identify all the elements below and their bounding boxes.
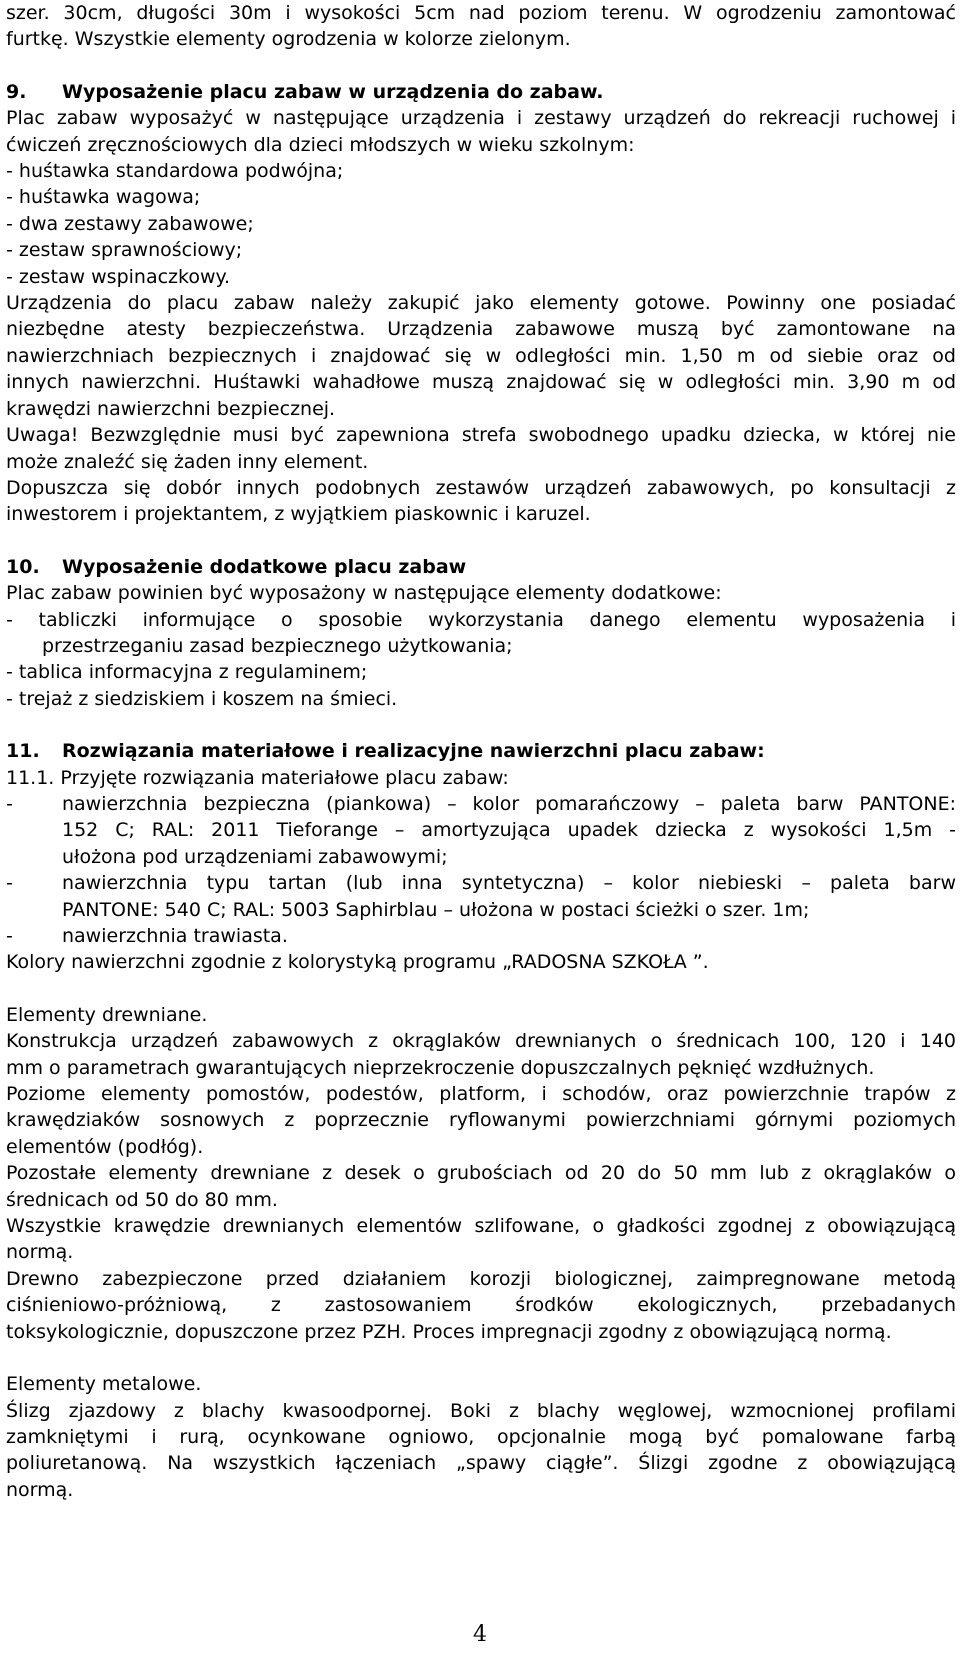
s9-intro-line-1: Plac zabaw wyposażyć w następujące urządzenia i zestawy urządzeń do rekreacji ruchowej i [6,107,956,130]
wood-p4-line: Wszystkie krawędzie drewnianych elementów szlifowane, o gładkości zgodnej z obowiązującą [6,1215,956,1238]
s9-p1-line: Urządzenia do placu zabaw należy zakupić jako elementy gotowe. Powinny one posiadać [6,292,956,315]
page-number: 4 [473,1622,487,1647]
spacer [6,53,956,79]
s11-bullet-2 [6,870,956,923]
s9-p3-line: Dopuszcza się dobór innych podobnych zestawów urządzeń zabawowych, po konsultacji z [6,476,956,499]
wood-p3-line: średnicach od 50 do 80 mm. [6,1188,278,1211]
dash-marker: - [6,872,13,895]
bullet-line: PANTONE: 540 C; RAL: 5003 Saphirblau – ułożona w postaci ścieżki o szer. 1m; [62,898,810,921]
wood-p1-line: Konstrukcja urządzeń zabawowych z okrąglaków drewnianych o średnicach 100, 120 i 140 [6,1030,956,1053]
wood-p3-line: Pozostałe elementy drewniane z desek o grubościach od 20 do 50 mm lub z okrąglaków o [6,1162,956,1185]
section-10-number: 10. [6,555,40,578]
s9-p3-line: inwestorem i projektantem, z wyjątkiem piaskownic i karuzel. [6,503,591,526]
spacer [6,1345,956,1371]
wood-p5-line: toksykologicznie, dopuszczone przez PZH. Proces impregnacji zgodny z obowiązującą normą. [6,1320,892,1343]
wood-p4-line: normą. [6,1241,74,1264]
section-9-title: Wyposażenie placu zabaw w urządzenia do zabaw. [62,80,604,103]
s10-intro: Plac zabaw powinien być wyposażony w następujące elementy dodatkowe: [6,582,722,605]
bullet-line: nawierzchnia trawiasta. [62,925,288,947]
wood-p2-line: elementów (podłóg). [6,1135,204,1158]
spacer [6,712,956,738]
dash-marker: - [6,925,13,947]
section-9-number: 9. [6,80,27,103]
wood-p5-line: ciśnieniowo-próżniową, z zastosowaniem środków ekologicznych, przebadanych [6,1294,956,1317]
s9-p1-line: niezbędne atesty bezpieczeństwa. Urządzenia zabawowe muszą być zamontowane na [6,318,956,341]
list-item: - zestaw wspinaczkowy. [6,265,231,288]
s11-colors-note: Kolory nawierzchni zgodnie z kolorystyką programu „RADOSNA SZKOŁA ”. [6,951,709,974]
spacer [6,528,956,554]
s9-p1-line: innych nawierzchni. Huśtawki wahadłowe muszą znajdować się w odległości min. 3,90 m od [6,371,956,394]
bullet-line: nawierzchnia bezpieczna (piankowa) – kolor pomarańczowy – paleta barw PANTONE: [62,792,956,815]
s11-bullet-3 [6,923,956,949]
s11-bullet-1 [6,791,956,870]
wood-p2-line: krawędziaków sosnowych z poprzecznie ryflowanymi powierzchniami górnymi poziomych [6,1109,956,1132]
metal-p1-line: Ślizg zjazdowy z blachy kwasoodpornej. Boki z blachy węglowej, wzmocnionej profilami [6,1399,956,1422]
bullet-line: ułożona pod urządzeniami zabawowymi; [62,845,448,868]
s10-item-2: - tablica informacyjna z regulaminem; [6,661,368,684]
s8-line-2: furtkę. Wszystkie elementy ogrodzenia w kolorze zielonym. [6,28,571,51]
section-11-title: Rozwiązania materiałowe i realizacyjne nawierzchni placu zabaw: [62,740,765,763]
s9-p2-line: może znaleźć się żaden inny element. [6,450,369,473]
section-11-number: 11. [6,740,40,763]
list-item: - zestaw sprawnościowy; [6,239,243,262]
s10-item-3: - trejaż z siedziskiem i koszem na śmieci. [6,687,398,710]
list-item: - huśtawka wagowa; [6,186,201,209]
wood-p2-line: Poziome elementy pomostów, podestów, platform, i schodów, oraz powierzchnie trapów z [6,1083,956,1106]
s9-p1-line: nawierzchniach bezpiecznych i znajdować się w odległości min. 1,50 m od siebie oraz od [6,344,956,367]
section-10-heading [6,554,956,580]
s9-intro-line-2: ćwiczeń zręcznościowych dla dzieci młodszych w wieku szkolnym: [6,133,635,156]
wood-heading: Elementy drewniane. [6,1003,208,1026]
metal-p1-line: normą. [6,1478,74,1501]
list-item: - huśtawka standardowa podwójna; [6,160,344,183]
metal-p1-line: poliuretanową. Na wszystkich łączeniach „spawy ciągłe”. Ślizgi zgodne z obowiązującą [6,1452,956,1475]
spacer [6,976,956,1002]
section-10-title: Wyposażenie dodatkowe placu zabaw [62,555,467,578]
s11-subheading: 11.1. Przyjęte rozwiązania materiałowe placu zabaw: [6,766,509,789]
s10-item-1-line-1: - tabliczki informujące o sposobie wykorzystania danego elementu wyposażenia i [6,608,956,631]
s9-p1-line: krawędzi nawierzchni bezpiecznej. [6,397,336,420]
s8-line-1: szer. 30cm, długości 30m i wysokości 5cm nad poziom terenu. W ogrodzeniu zamontować [6,2,956,24]
section-9-heading [6,79,956,105]
section-11-heading [6,738,956,764]
wood-p5-line: Drewno zabezpieczone przed działaniem korozji biologicznej, zaimpregnowane metodą [6,1267,956,1290]
document-page [6,0,956,1503]
wood-p1-line: mm o parametrach gwarantujących nieprzekroczenie dopuszczalnych pęknięć wzdłużnych. [6,1056,875,1079]
bullet-line: 152 C; RAL: 2011 Tieforange – amortyzująca upadek dziecka z wysokości 1,5m - [62,819,956,842]
s10-item-1-line-2: przestrzeganiu zasad bezpiecznego użytkowania; [42,634,513,657]
list-item: - dwa zestawy zabawowe; [6,212,254,235]
bullet-line: nawierzchnia typu tartan (lub inna syntetyczna) – kolor niebieski – paleta barw [62,872,956,895]
s9-p2-line: Uwaga! Bezwzględnie musi być zapewniona strefa swobodnego upadku dziecka, w której nie [6,424,956,447]
metal-heading: Elementy metalowe. [6,1373,202,1396]
metal-p1-line: zamkniętymi i rurą, ocynkowane ogniowo, opcjonalnie mogą być pomalowane farbą [6,1425,956,1448]
dash-marker: - [6,792,13,815]
